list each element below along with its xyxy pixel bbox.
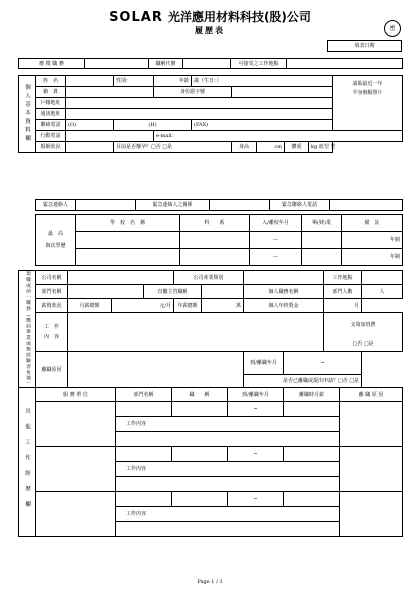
company-header	[0, 6, 420, 25]
oe-salary-field-3[interactable]	[284, 492, 340, 507]
oe-content-label-1: 工作內容	[116, 417, 340, 432]
id-no-label: 身份證字號	[154, 87, 232, 98]
page-number: Page 1 / 3	[197, 579, 223, 585]
cj-period-label: 到/離職年月	[244, 352, 284, 375]
cj-industry-field[interactable]	[244, 271, 324, 285]
phone-h[interactable]: (H)	[114, 120, 192, 131]
cj-dept-label: 部門名稱	[36, 285, 68, 299]
cj-headcount-unit[interactable]: 人	[362, 285, 403, 299]
cj-industry-label: 公司產業類別	[174, 271, 244, 285]
cj-content-label-2: 內 容	[43, 334, 59, 340]
company-logo: SOLAR	[109, 10, 163, 25]
school-field-1[interactable]	[76, 232, 180, 249]
oe-company-field-3[interactable]	[36, 492, 116, 537]
oe-dept-field-3[interactable]	[116, 492, 172, 507]
oe-salary-header: 離職時月薪	[284, 388, 340, 402]
mail-addr-field[interactable]	[66, 109, 333, 120]
apply-position-label: 應 徵 職 務	[19, 59, 85, 69]
other-section-label: 其他工作經歷欄	[19, 388, 36, 537]
oe-company-field-2[interactable]	[36, 447, 116, 492]
name-label: 姓 名	[36, 76, 66, 87]
weight-unit: kg	[311, 144, 318, 150]
period-field-1[interactable]: —	[250, 232, 302, 249]
email-field[interactable]: e-mail：	[154, 131, 403, 142]
height-label: 身高	[232, 142, 257, 153]
cj-headcount-label: 部門人數	[324, 285, 362, 299]
company-name: 光洋應用材料科技(股)公司	[167, 10, 311, 24]
school-field-2[interactable]	[76, 249, 180, 266]
education-level-1: 最 高	[47, 231, 63, 237]
emergency-label: 緊急連絡人	[36, 200, 76, 211]
emergency-phone-label: 緊急聯絡人電話	[270, 200, 330, 211]
household-field[interactable]	[66, 98, 333, 109]
age-birthday-field[interactable]: 歲（生日：）	[192, 76, 333, 87]
photo-note-1: 請貼最近一年	[352, 81, 383, 87]
marital-label: 婚姻狀況	[36, 142, 66, 153]
phone-label: 聯絡電話	[36, 120, 66, 131]
cj-annual-label: 年薪總額	[174, 299, 202, 313]
apply-code-field[interactable]	[183, 59, 231, 69]
blood-label: 血型	[318, 144, 329, 150]
oe-reason-field-1[interactable]	[340, 402, 403, 447]
cj-dept-field[interactable]	[68, 285, 144, 299]
fill-date-label: 填表日期	[328, 41, 402, 52]
cj-salary-label: 薪資狀況	[36, 299, 68, 313]
oe-content-label-2: 工作內容	[116, 462, 340, 477]
education-level-label	[36, 215, 76, 266]
height-unit[interactable]: cm	[257, 142, 285, 153]
oe-salary-field-2[interactable]	[284, 447, 340, 462]
fill-date-box	[327, 40, 402, 52]
personal-section-label: 個人基本資料欄	[19, 76, 36, 153]
oe-reason-field-3[interactable]	[340, 492, 403, 537]
dept-field-1[interactable]	[180, 232, 250, 249]
oe-dept-field-2[interactable]	[116, 447, 172, 462]
oe-dept-header: 部門名稱	[116, 388, 172, 402]
mobile-label: 行動電話	[36, 131, 66, 142]
education-table	[35, 214, 403, 266]
education-level-2: 與次學歷	[45, 243, 66, 249]
period-header: 入/離校年月	[250, 215, 302, 232]
dept-header: 科 系	[180, 215, 250, 232]
relation-field[interactable]	[210, 200, 270, 211]
cj-content-field[interactable]	[68, 313, 324, 352]
emergency-phone-field[interactable]	[330, 200, 403, 211]
oe-title-field-2[interactable]	[172, 447, 228, 462]
system-field-1[interactable]: 年制	[342, 232, 403, 249]
note-header: 備 註	[342, 215, 403, 232]
confidential-seal: 密	[384, 20, 401, 37]
origin-field[interactable]	[66, 87, 154, 98]
current-job-section-label: 現職或前一職務（應屆畢業或無經驗者免填）	[19, 271, 36, 388]
oe-reason-header: 離 職 原 因	[340, 388, 403, 402]
weight-label: 體重	[285, 142, 309, 153]
cj-content-label-1: 工 作	[43, 324, 59, 330]
oe-period-field-3[interactable]: ~	[228, 492, 284, 507]
apply-table	[18, 58, 403, 69]
mail-addr-label: 通訊地址	[36, 109, 66, 120]
cj-supervisor-field[interactable]	[202, 285, 244, 299]
cj-company-label: 公司名稱	[36, 271, 68, 285]
photo-box[interactable]	[333, 76, 403, 131]
oe-dept-field-1[interactable]	[116, 402, 172, 417]
oe-company-field-1[interactable]	[36, 402, 116, 447]
cj-company-field[interactable]	[68, 271, 174, 285]
oe-reason-field-2[interactable]	[340, 447, 403, 492]
household-label: 戶籍地址	[36, 98, 66, 109]
system-field-2[interactable]: 年制	[342, 249, 403, 266]
cj-annual-unit[interactable]: 萬	[202, 299, 244, 313]
cj-bonus-label: 個人年終獎金	[244, 299, 324, 313]
dept-field-2[interactable]	[180, 249, 250, 266]
age-label: 年齡	[154, 76, 192, 87]
cj-overtime-options[interactable]: □否 □是	[324, 338, 403, 352]
oe-content-label-3: 工作內容	[116, 507, 340, 522]
cj-location-label: 工作地點	[324, 271, 362, 285]
photo-note-2: 半身脫帽照片	[352, 90, 383, 96]
oe-period-field-1[interactable]: ~	[228, 402, 284, 417]
oe-content-field-3[interactable]	[116, 522, 340, 537]
emergency-table	[35, 199, 403, 211]
status-field-2[interactable]	[302, 249, 342, 266]
mobile-field[interactable]	[66, 131, 154, 142]
apply-code-label: 職稱代號	[149, 59, 183, 69]
cj-content-label	[36, 313, 68, 352]
oe-salary-field-1[interactable]	[284, 402, 340, 417]
oe-content-field-2[interactable]	[116, 477, 340, 492]
marital-field[interactable]	[66, 142, 114, 153]
apply-position-field[interactable]	[85, 59, 149, 69]
relation-label: 緊急連絡人之關係	[136, 200, 210, 211]
oe-content-field-1[interactable]	[116, 432, 340, 447]
blood-unit: 型	[330, 144, 336, 150]
oe-period-header: 到/離職年月	[228, 388, 284, 402]
name-field[interactable]	[66, 76, 114, 87]
phone-o[interactable]: (O)	[66, 120, 114, 131]
apply-location-field[interactable]	[287, 59, 403, 69]
oe-company-header: 服 務 單 位	[36, 388, 116, 402]
id-no-field[interactable]	[232, 87, 333, 98]
oe-period-field-2[interactable]: ~	[228, 447, 284, 462]
pregnant-question[interactable]: 目前是否懷孕？□否 □是	[114, 142, 232, 153]
weight-blood-field[interactable]	[309, 142, 336, 153]
oe-title-field-1[interactable]	[172, 402, 228, 417]
emergency-field[interactable]	[76, 200, 136, 211]
page-title: 履歷表	[195, 25, 225, 35]
status-header: 畢(肄)業	[302, 215, 342, 232]
gender-label[interactable]: 性別：	[114, 76, 154, 87]
cj-monthly-label: 月薪總額	[68, 299, 112, 313]
current-job-table	[18, 270, 403, 388]
cj-overtime-label: 支領加班費	[324, 313, 403, 338]
cj-reason-field[interactable]	[68, 352, 244, 388]
oe-title-field-3[interactable]	[172, 492, 228, 507]
apply-location-label: 可接受之工作地點	[231, 59, 287, 69]
cj-supervisor-label: 直屬主管職稱	[144, 285, 202, 299]
period-field-2[interactable]: —	[250, 249, 302, 266]
school-header: 學 校 名 稱	[76, 215, 180, 232]
other-experience-table	[18, 387, 403, 537]
cj-bonus-unit[interactable]: 月	[324, 299, 362, 313]
origin-label: 籍 貫	[36, 87, 66, 98]
status-field-1[interactable]	[302, 232, 342, 249]
cj-location-field[interactable]	[362, 271, 403, 285]
cj-period-field[interactable]: ~	[284, 352, 362, 375]
oe-title-header: 職 稱	[172, 388, 228, 402]
cj-reason-label: 離職原因	[36, 352, 68, 388]
phone-fax[interactable]: (FAX)	[192, 120, 333, 131]
cj-title-label: 個人職務名稱	[244, 285, 324, 299]
personal-table	[18, 75, 403, 153]
cj-monthly-unit[interactable]: 元/月	[112, 299, 174, 313]
cj-resigned-question[interactable]: 是否已離職或提出申請？□否 □是	[244, 375, 362, 388]
